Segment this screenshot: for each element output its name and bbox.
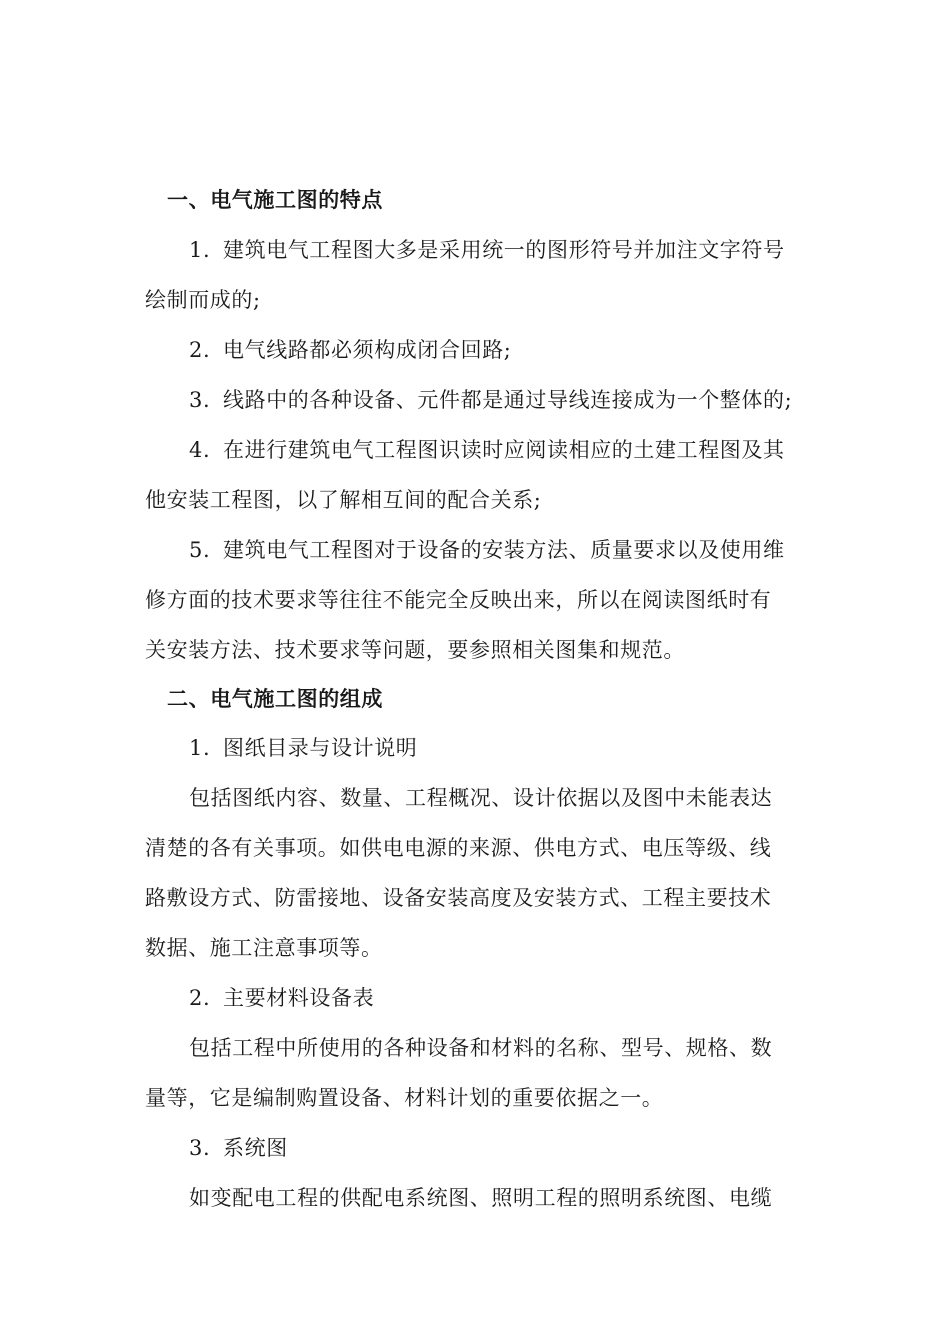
s1-item-3: 3. 线路中的各种设备、元件都是通过导线连接成为一个整体的; [189, 388, 793, 412]
s1-item-5-line-1: 5. 建筑电气工程图对于设备的安装方法、质量要求以及使用维 [189, 538, 785, 562]
s2-item-1-body-line-3: 路敷设方式、防雷接地、设备安装高度及安装方式、工程主要技术 [145, 886, 772, 910]
s2-item-2-body-line-1: 包括工程中所使用的各种设备和材料的名称、型号、规格、数 [189, 1036, 773, 1060]
s1-item-4-line-1: 4. 在进行建筑电气工程图识读时应阅读相应的土建工程图及其 [189, 438, 785, 462]
s2-item-2-body-line-2: 量等，它是编制购置设备、材料计划的重要依据之一。 [145, 1086, 664, 1110]
s2-item-1-body-line-2: 清楚的各有关事项。如供电电源的来源、供电方式、电压等级、线 [145, 836, 772, 860]
s1-item-1-line-1: 1. 建筑电气工程图大多是采用统一的图形符号并加注文字符号 [189, 238, 785, 262]
s2-item-1-body-line-1: 包括图纸内容、数量、工程概况、设计依据以及图中未能表达 [189, 786, 773, 810]
s2-item-1-title: 1. 图纸目录与设计说明 [189, 736, 418, 760]
s1-item-5-line-2: 修方面的技术要求等往往不能完全反映出来，所以在阅读图纸时有 [145, 588, 772, 612]
section-2-heading: 二、电气施工图的组成 [167, 686, 383, 711]
s1-item-2: 2. 电气线路都必须构成闭合回路; [189, 338, 512, 362]
s2-item-3-title: 3. 系统图 [189, 1136, 288, 1160]
s1-item-1-line-2: 绘制而成的; [145, 288, 261, 312]
s2-item-3-body-line-1: 如变配电工程的供配电系统图、照明工程的照明系统图、电缆 [189, 1186, 773, 1210]
s1-item-5-line-3: 关安装方法、技术要求等问题，要参照相关图集和规范。 [145, 638, 685, 662]
section-1-heading: 一、电气施工图的特点 [167, 187, 383, 212]
s1-item-4-line-2: 他安装工程图，以了解相互间的配合关系; [145, 488, 542, 512]
s2-item-1-body-line-4: 数据、施工注意事项等。 [145, 936, 383, 960]
s2-item-2-title: 2. 主要材料设备表 [189, 986, 375, 1010]
